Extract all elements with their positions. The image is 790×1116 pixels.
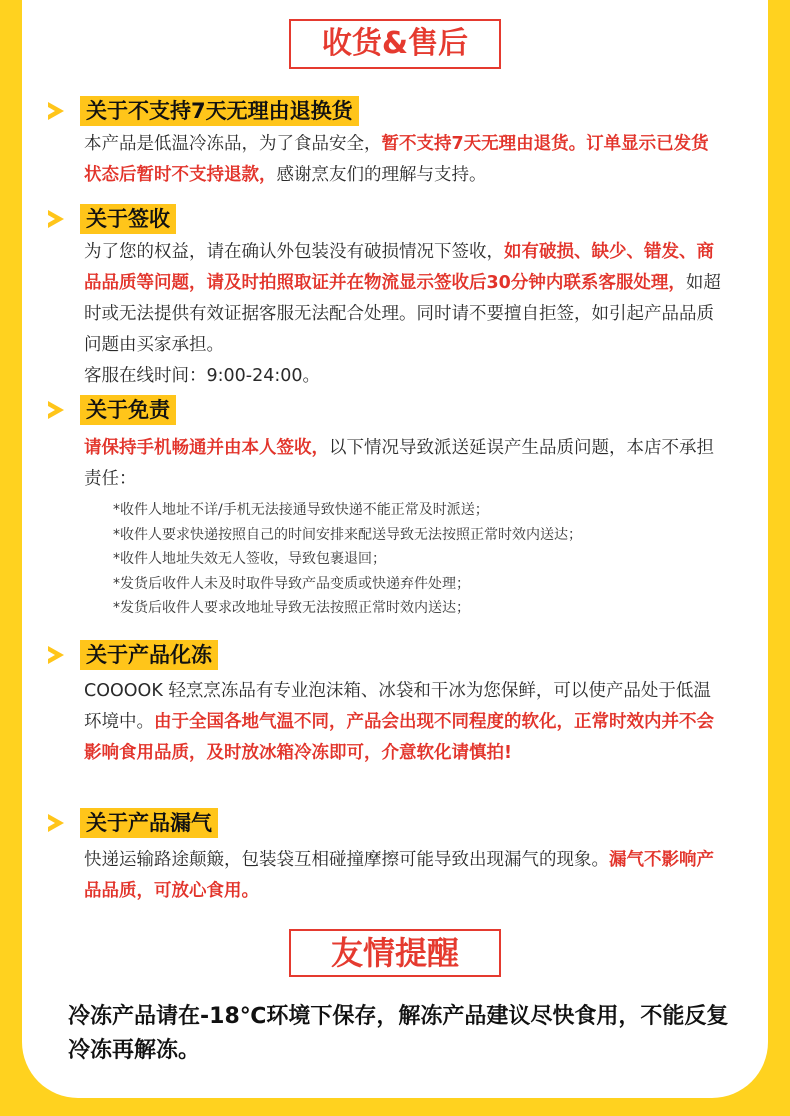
section-thaw-text <box>84 676 724 769</box>
list-item: *收件人要求快递按照自己的时间安排来配送导致无法按照正常时效内送达； <box>113 526 582 543</box>
list-item: *收件人地址失效无人签收，导致包裹退回； <box>113 551 386 567</box>
disclaimer-list <box>113 498 733 621</box>
section-heading-disclaimer <box>48 394 176 426</box>
section-signing-text <box>84 237 724 392</box>
list-item: *发货后收件人要求改地址导致无法按照正常时效内送达； <box>113 600 470 616</box>
arrow-right-icon <box>48 210 64 228</box>
text-highlight: 请保持手机畅通并由本人签收， <box>84 438 329 458</box>
section-heading-label: 关于签收 <box>80 204 176 234</box>
text-highlight: 由于全国各地气温不同，产品会出现不同程度的软化，正常时效内并不会影响食用品质，及时放冰箱冷冻即可，介意软化请慎拍! <box>84 712 714 763</box>
arrow-right-icon <box>48 646 64 664</box>
text-normal: 感谢烹友们的理解与支持。 <box>276 165 487 185</box>
section-heading-label: 关于产品漏气 <box>80 808 218 838</box>
page-title: 收货&售后 <box>289 19 501 69</box>
section-disclaimer-text <box>84 433 724 495</box>
arrow-right-icon <box>48 102 64 120</box>
reminder-title: 友情提醒 <box>289 929 501 977</box>
text-highlight: 暂不支持7天无理由退货。订单显示已发货状态后暂时不支持退款， <box>84 134 709 185</box>
reminder-text: 冷冻产品请在-18℃环境下保存，解冻产品建议尽快食用，不能反复冷冻再解冻。 <box>68 1004 729 1063</box>
section-heading-signing <box>48 203 176 235</box>
arrow-right-icon <box>48 401 64 419</box>
section-heading-label: 关于不支持7天无理由退换货 <box>80 96 359 126</box>
section-heading-label: 关于免责 <box>80 395 176 425</box>
arrow-right-icon <box>48 814 64 832</box>
section-heading-return <box>48 95 359 127</box>
text-normal: 为了您的权益，请在确认外包装没有破损情况下签收， <box>84 242 504 262</box>
section-return-text <box>84 129 724 191</box>
text-normal: 本产品是低温冷冻品，为了食品安全， <box>84 134 382 154</box>
text-normal: 以下情况导致派送延误产生品质问题，本店不承担责任： <box>84 438 714 489</box>
section-heading-thaw <box>48 639 218 671</box>
text-highlight: 如有破损、缺少、错发、商品品质等问题，请及时拍照取证并在物流显示签收后30分钟内联系客服处理， <box>84 242 714 293</box>
service-hours: 客服在线时间：9:00-24:00。 <box>84 366 321 386</box>
section-heading-label: 关于产品化冻 <box>80 640 218 670</box>
text-highlight: 漏气不影响产品品质，可放心食用。 <box>84 850 714 901</box>
list-item: *收件人地址不详/手机无法接通导致快递不能正常及时派送； <box>113 502 489 518</box>
section-leak-text <box>84 845 724 907</box>
text-normal: 快递运输路途颠簸，包装袋互相碰撞摩擦可能导致出现漏气的现象。 <box>84 850 609 870</box>
text-normal: 如超时或无法提供有效证据客服无法配合处理。同时请不要擅自拒签，如引起产品品质问题由买家承担。 <box>84 273 721 355</box>
section-heading-leak <box>48 807 218 839</box>
text-normal: COOOOK 轻烹烹冻品有专业泡沫箱、冰袋和干冰为您保鲜，可以使产品处于低温环境中。 <box>84 681 711 732</box>
list-item: *发货后收件人未及时取件导致产品变质或快递弃件处理； <box>113 575 470 592</box>
